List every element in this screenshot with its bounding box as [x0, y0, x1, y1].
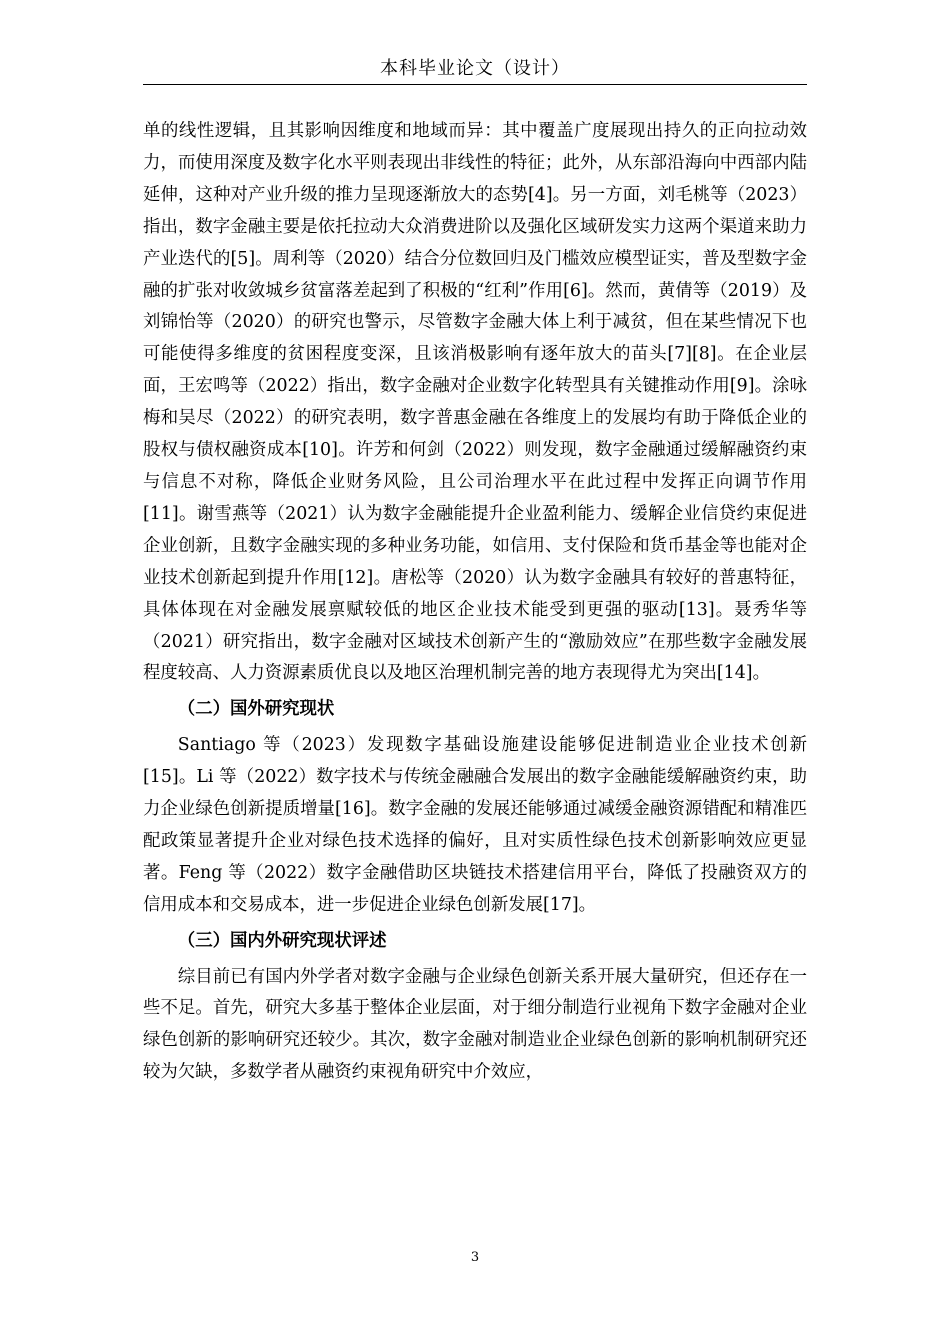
header-rule — [143, 84, 807, 85]
page-header-title: 本科毕业论文（设计） — [380, 58, 570, 79]
body-paragraph-foreign-research: Santiago 等（2023）发现数字基础设施建设能够促进制造业企业技术创新[15]。Li 等（2022）数字技术与传统金融融合发展出的数字金融能缓解融资约束，助力企业绿色创新提质增量[16]。数字金融的发展还能够通过减缓金融资源错配和精准匹配政策显著提升企业对绿色技术选择的偏好，且对实质性绿色技术创新影响效应更显著。Feng 等（2022）数字金融借助区块链技术搭建信用平台，降低了投融资双方的信用成本和交易成本，进一步促进企业绿色创新发展[17]。 — [143, 735, 807, 915]
body-paragraph-research-review: 综目前已有国内外学者对数字金融与企业绿色创新关系开展大量研究，但还存在一些不足。首先，研究大多基于整体企业层面，对于细分制造行业视角下数字金融对企业绿色创新的影响研究还较少。其次，数字金融对制造业企业绿色创新的影响机制研究还较为欠缺，多数学者从融资约束视角研究中介效应， — [143, 966, 807, 1083]
section-heading-foreign-research: （二）国外研究现状 — [177, 699, 335, 720]
page-body — [143, 116, 807, 1089]
page-number: 3 — [470, 1250, 480, 1265]
section-heading-research-review: （三）国内外研究现状评述 — [177, 930, 387, 951]
body-paragraph-continued: 单的线性逻辑，且其影响因维度和地域而异：其中覆盖广度展现出持久的正向拉动效力，而使用深度及数字化水平则表现出非线性的特征；此外，从东部沿海向中西部内陆延伸，这种对产业升级的推力呈现逐渐放大的态势[4]。另一方面，刘毛桃等（2023）指出，数字金融主要是依托拉动大众消费进阶以及强化区域研发实力这两个渠道来助力产业迭代的[5]。周利等（2020）结合分位数回归及门槛效应模型证实，普及型数字金融的扩张对收敛城乡贫富落差起到了积极的“红利”作用[6]。然而，黄倩等（2019）及刘锦怡等（2020）的研究也警示，尽管数字金融大体上利于减贫，但在某些情况下也可能使得多维度的贫困程度变深，且该消极影响有逐年放大的苗头[7][8]。在企业层面，王宏鸣等（2022）指出，数字金融对企业数字化转型具有关键推动作用[9]。涂咏梅和吴尽（2022）的研究表明，数字普惠金融在各维度上的发展均有助于降低企业的股权与债权融资成本[10]。许芳和何剑（2022）则发现，数字金融通过缓解融资约束与信息不对称，降低企业财务风险，且公司治理水平在此过程中发挥正向调节作用[11]。谢雪燕等（2021）认为数字金融能提升企业盈利能力、缓解企业信贷约束促进企业创新，且数字金融实现的多种业务功能，如信用、支付保险和货币基金等也能对企业技术创新起到提升作用[12]。唐松等（2020）认为数字金融具有较好的普惠特征，具体体现在对金融发展禀赋较低的地区企业技术能受到更强的驱动[13]。聂秀华等（2021）研究指出，数字金融对区域技术创新产生的“激励效应”在那些数字金融发展程度较高、人力资源素质优良以及地区治理机制完善的地方表现得尤为突出[14]。 — [143, 121, 807, 684]
